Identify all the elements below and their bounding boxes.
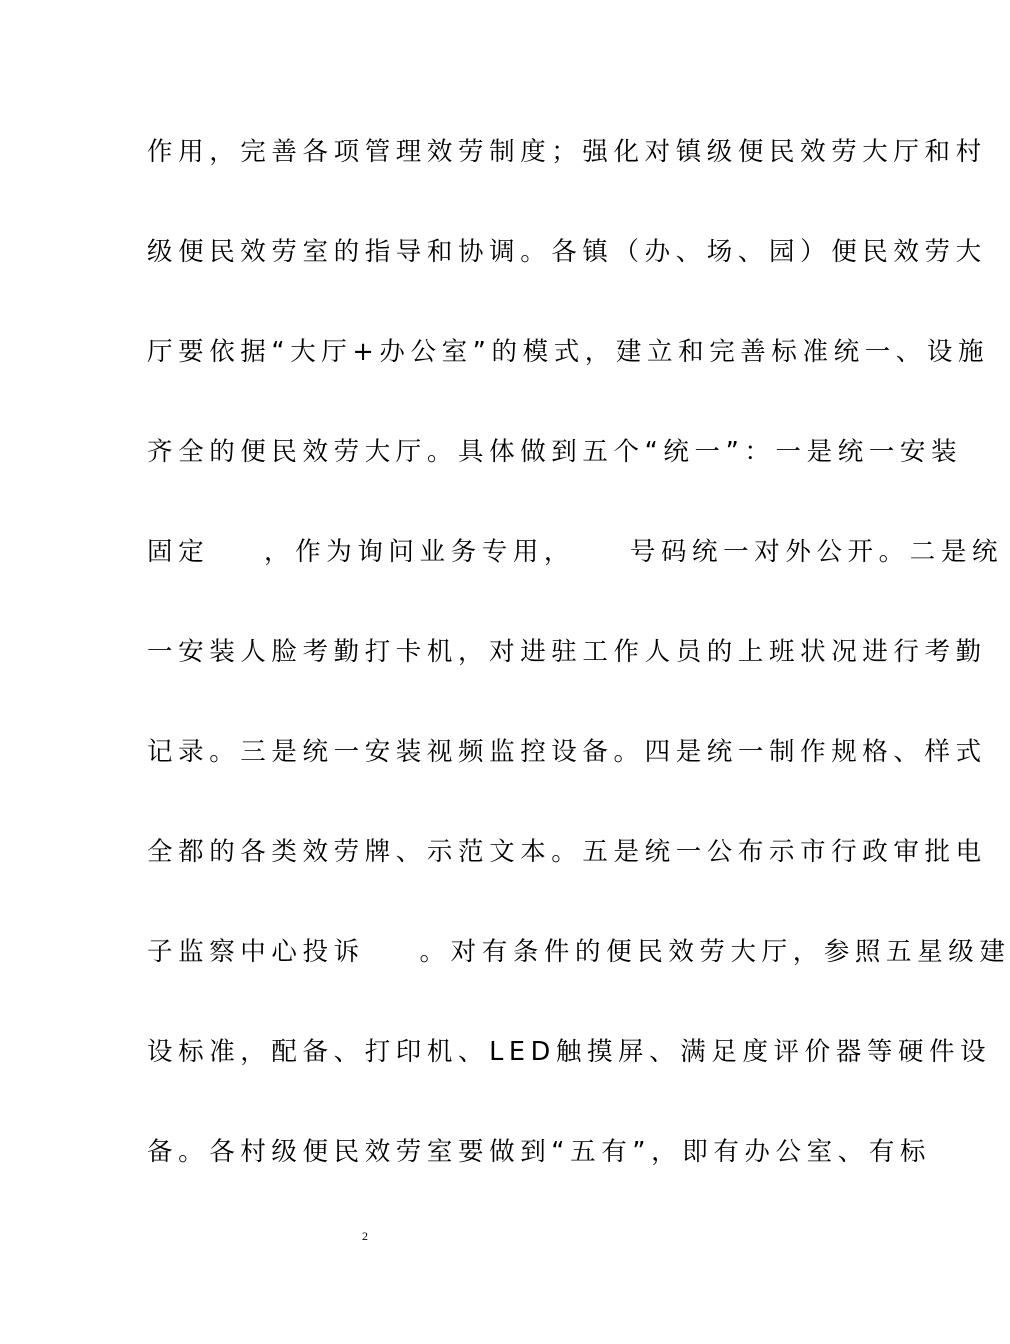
text-line: 记录。三是统一安装视频监控设备。四是统一制作规格、样式 [147, 737, 987, 767]
text-line: 备。各村级便民效劳室要做到“五有”，即有办公室、有标 [147, 1137, 932, 1167]
text-line: 子监察中心投诉 。对有条件的便民效劳大厅，参照五星级建 [147, 937, 1010, 967]
page-number: 2 [362, 1229, 368, 1243]
text-line: 一安装人脸考勤打卡机，对进驻工作人员的上班状况进行考勤 [147, 637, 987, 667]
text-line: 厅要依据“大厅+办公室”的模式，建立和完善标准统一、设施 [147, 337, 990, 367]
text-line: 全都的各类效劳牌、示范文本。五是统一公布示市行政审批电 [147, 837, 987, 867]
text-line: 级便民效劳室的指导和协调。各镇（办、场、园）便民效劳大 [147, 237, 987, 267]
text-line: 固定 ，作为询问业务专用， 号码统一对外公开。二是统 [147, 537, 1004, 567]
text-line: 齐全的便民效劳大厅。具体做到五个“统一”：一是统一安装 [147, 437, 963, 467]
text-line: 作用，完善各项管理效劳制度；强化对镇级便民效劳大厅和村 [147, 137, 987, 167]
text-line: 设标准，配备、打印机、LED触摸屏、满足度评价器等硬件设 [147, 1037, 992, 1067]
